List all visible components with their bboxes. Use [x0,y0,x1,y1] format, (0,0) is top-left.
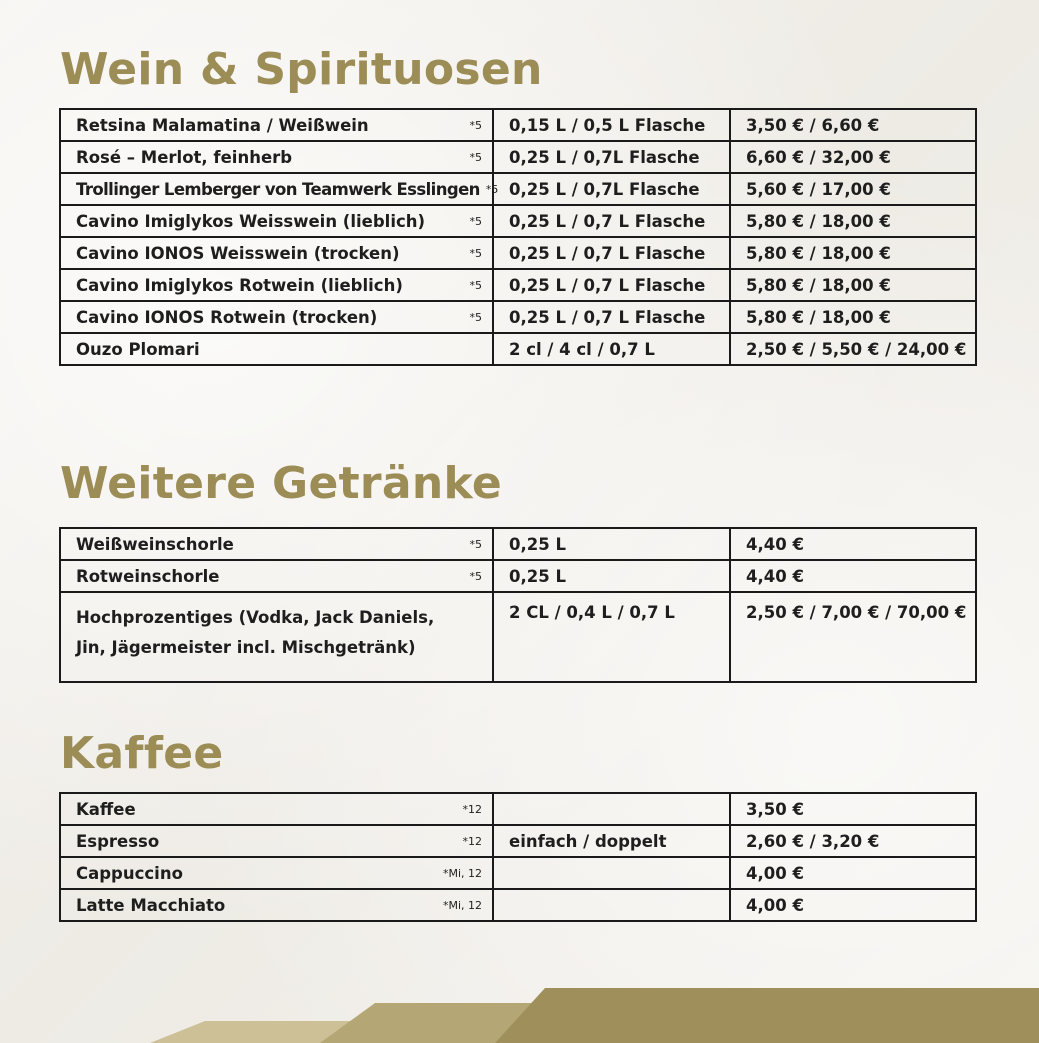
item-note: *5 [469,214,482,228]
table-row [60,333,976,365]
item-cell [60,333,493,365]
item-note: *5 [469,118,482,132]
item-size: einfach / doppelt [493,825,730,857]
drinks-table [59,527,977,683]
table-row [60,141,976,173]
item-name: Cappuccino [76,863,183,883]
item-note: *5 [469,537,482,551]
item-size: 0,25 L / 0,7 L Flasche [493,237,730,269]
item-price: 5,60 € / 17,00 € [730,173,976,205]
item-size: 0,25 L / 0,7 L Flasche [493,205,730,237]
item-name: Trollinger Lemberger von Teamwerk Esslingen [76,179,480,199]
table-row [60,793,976,825]
item-name: Rosé – Merlot, feinherb [76,147,293,167]
item-price: 2,60 € / 3,20 € [730,825,976,857]
item-price: 5,80 € / 18,00 € [730,301,976,333]
table-row [60,528,976,560]
wine-table [59,108,977,366]
item-name: Kaffee [76,799,136,819]
item-size: 0,25 L [493,560,730,592]
item-size: 0,15 L / 0,5 L Flasche [493,109,730,141]
item-note: *5 [469,569,482,583]
item-size: 0,25 L / 0,7 L Flasche [493,301,730,333]
item-size: 0,25 L / 0,7L Flasche [493,141,730,173]
item-note: *Mi, 12 [442,898,482,912]
item-note: *5 [485,182,499,196]
table-row [60,109,976,141]
item-size: 2 cl / 4 cl / 0,7 L [493,333,730,365]
section-title-wein: Wein & Spirituosen [60,44,543,95]
item-cell [60,237,493,269]
item-note: *12 [462,802,482,816]
item-price: 6,60 € / 32,00 € [730,141,976,173]
item-cell [60,560,493,592]
item-size: 2 CL / 0,4 L / 0,7 L [493,592,730,682]
item-name: Rotweinschorle [76,566,220,586]
item-name: Weißweinschorle [76,534,234,554]
table-row [60,825,976,857]
item-size: 0,25 L / 0,7 L Flasche [493,269,730,301]
item-price: 3,50 € [730,793,976,825]
item-price: 5,80 € / 18,00 € [730,205,976,237]
item-cell [60,528,493,560]
table-row [60,592,976,682]
item-cell [60,889,493,921]
item-name: Espresso [76,831,160,851]
table-row [60,237,976,269]
table-row [60,173,976,205]
item-cell [60,592,493,682]
item-cell [60,793,493,825]
item-name: Ouzo Plomari [76,339,200,359]
item-price: 4,40 € [730,560,976,592]
coffee-table [59,792,977,922]
section-title-weitere-getraenke: Weitere Getränke [60,458,503,509]
item-price: 2,50 € / 7,00 € / 70,00 € [730,592,976,682]
item-note: *5 [469,150,482,164]
item-note: *5 [469,246,482,260]
item-cell [60,857,493,889]
item-cell [60,109,493,141]
item-name: Cavino IONOS Weisswein (trocken) [76,243,400,263]
item-price: 5,80 € / 18,00 € [730,269,976,301]
table-row [60,301,976,333]
item-price: 3,50 € / 6,60 € [730,109,976,141]
item-price: 5,80 € / 18,00 € [730,237,976,269]
band-segment-dark [495,988,1039,1043]
item-price: 4,40 € [730,528,976,560]
table-row [60,857,976,889]
item-name: Latte Macchiato [76,895,226,915]
item-size: 0,25 L / 0,7L Flasche [493,173,730,205]
item-name: Cavino IONOS Rotwein (trocken) [76,307,378,327]
item-cell [60,173,499,205]
item-cell [60,825,493,857]
item-note: *Mi, 12 [442,866,482,880]
item-cell [60,269,493,301]
decorative-bottom-band [0,988,1039,1043]
table-row [60,269,976,301]
item-price: 2,50 € / 5,50 € / 24,00 € [730,333,976,365]
section-title-kaffee: Kaffee [60,728,224,779]
item-price: 4,00 € [730,889,976,921]
item-size [493,889,730,921]
item-size: 0,25 L [493,528,730,560]
table-row [60,205,976,237]
item-cell [60,205,493,237]
table-row [60,560,976,592]
item-note: *5 [469,310,482,324]
item-name: Hochprozentiges (Vodka, Jack Daniels, Jin, Jägermeister incl. Mischgetränk) [76,608,435,657]
item-name: Cavino Imiglykos Rotwein (lieblich) [76,275,403,295]
item-note: *12 [462,834,482,848]
item-name: Retsina Malamatina / Weißwein [76,115,369,135]
item-price: 4,00 € [730,857,976,889]
table-row [60,889,976,921]
item-size [493,793,730,825]
item-cell [60,141,493,173]
item-note: *5 [469,278,482,292]
item-size [493,857,730,889]
item-cell [60,301,493,333]
item-name: Cavino Imiglykos Weisswein (lieblich) [76,211,426,231]
